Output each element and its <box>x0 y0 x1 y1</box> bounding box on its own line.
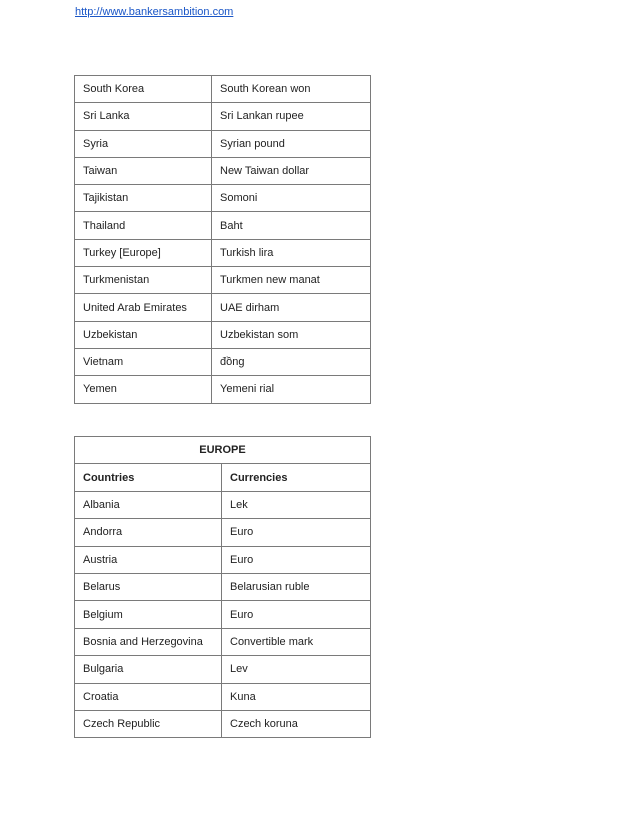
country-cell: Sri Lanka <box>75 103 212 130</box>
currency-cell: Euro <box>222 601 371 628</box>
table-row <box>75 376 371 403</box>
currency-cell: Syrian pound <box>212 130 371 157</box>
currency-cell: Lek <box>222 491 371 518</box>
asia-currency-table <box>74 75 371 404</box>
country-cell: Czech Republic <box>75 710 222 737</box>
country-cell: Bulgaria <box>75 656 222 683</box>
currency-cell: Euro <box>222 546 371 573</box>
currency-cell: South Korean won <box>212 76 371 103</box>
table-row <box>75 76 371 103</box>
country-cell: Austria <box>75 546 222 573</box>
currency-cell: Czech koruna <box>222 710 371 737</box>
country-cell: Andorra <box>75 519 222 546</box>
table-row <box>75 212 371 239</box>
table-row <box>75 491 371 518</box>
table-row <box>75 546 371 573</box>
country-cell: Belgium <box>75 601 222 628</box>
country-cell: Turkey [Europe] <box>75 239 212 266</box>
table-row <box>75 185 371 212</box>
table-row <box>75 519 371 546</box>
table-header-row <box>75 464 371 491</box>
table-row <box>75 601 371 628</box>
currency-cell: Somoni <box>212 185 371 212</box>
currency-cell: đồng <box>212 348 371 375</box>
country-cell: Thailand <box>75 212 212 239</box>
table-row <box>75 710 371 737</box>
table-row <box>75 321 371 348</box>
currency-cell: Convertible mark <box>222 628 371 655</box>
country-cell: South Korea <box>75 76 212 103</box>
country-cell: Uzbekistan <box>75 321 212 348</box>
country-cell: Tajikistan <box>75 185 212 212</box>
table-row <box>75 656 371 683</box>
country-cell: Yemen <box>75 376 212 403</box>
currency-cell: Belarusian ruble <box>222 573 371 600</box>
country-cell: United Arab Emirates <box>75 294 212 321</box>
country-cell: Taiwan <box>75 157 212 184</box>
country-cell: Croatia <box>75 683 222 710</box>
table-row <box>75 130 371 157</box>
currency-cell: Uzbekistan som <box>212 321 371 348</box>
europe-currency-table <box>74 436 371 738</box>
currency-cell: Sri Lankan rupee <box>212 103 371 130</box>
table-row <box>75 683 371 710</box>
table-row <box>75 573 371 600</box>
column-header-currencies: Currencies <box>222 464 371 491</box>
table-row <box>75 628 371 655</box>
column-header-countries: Countries <box>75 464 222 491</box>
region-title: EUROPE <box>75 437 371 464</box>
currency-cell: Yemeni rial <box>212 376 371 403</box>
country-cell: Turkmenistan <box>75 267 212 294</box>
currency-cell: UAE dirham <box>212 294 371 321</box>
table-row <box>75 157 371 184</box>
currency-cell: Turkmen new manat <box>212 267 371 294</box>
table-row <box>75 348 371 375</box>
table-row <box>75 103 371 130</box>
currency-cell: Baht <box>212 212 371 239</box>
table-row <box>75 239 371 266</box>
country-cell: Bosnia and Herzegovina <box>75 628 222 655</box>
table-row <box>75 294 371 321</box>
country-cell: Albania <box>75 491 222 518</box>
currency-cell: Turkish lira <box>212 239 371 266</box>
currency-cell: Kuna <box>222 683 371 710</box>
currency-cell: New Taiwan dollar <box>212 157 371 184</box>
country-cell: Belarus <box>75 573 222 600</box>
currency-cell: Lev <box>222 656 371 683</box>
country-cell: Syria <box>75 130 212 157</box>
table-title-row <box>75 437 371 464</box>
country-cell: Vietnam <box>75 348 212 375</box>
site-url-link[interactable]: http://www.bankersambition.com <box>75 6 234 18</box>
currency-cell: Euro <box>222 519 371 546</box>
table-row <box>75 267 371 294</box>
